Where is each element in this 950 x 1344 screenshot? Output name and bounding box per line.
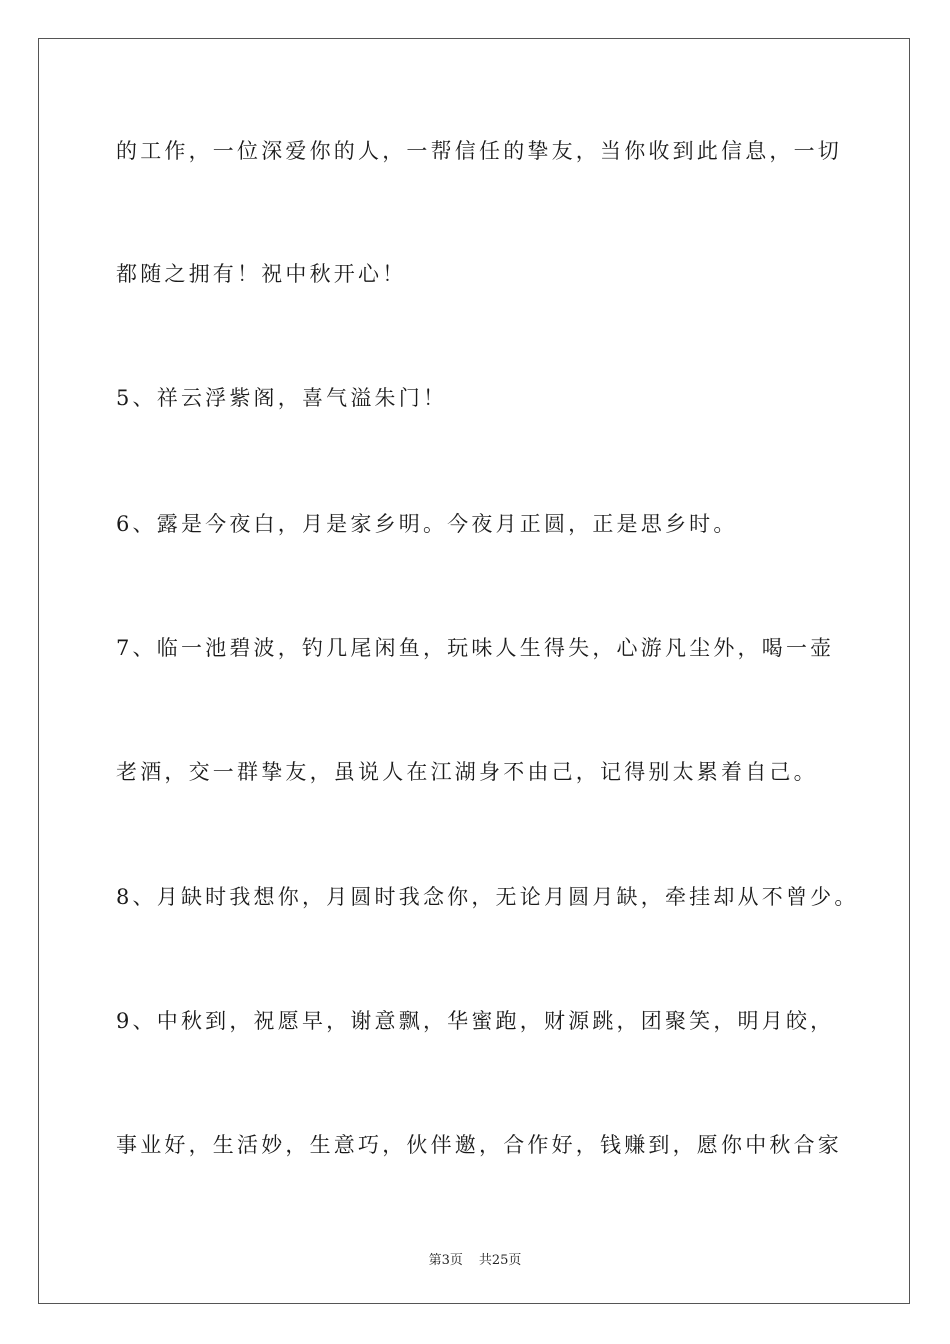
- page-border: [38, 38, 910, 1304]
- text-line-5: 7、临一池碧波，钓几尾闲鱼，玩味人生得失，心游凡尘外，喝一壶: [116, 636, 835, 660]
- text-line-3: 5、祥云浮紫阁，喜气溢朱门！: [116, 386, 448, 410]
- text-line-9: 事业好，生活妙，生意巧，伙伴邀，合作好，钱赚到，愿你中秋合家: [116, 1133, 842, 1157]
- page-number: 第3页: [428, 1253, 463, 1268]
- text-line-2: 都随之拥有！祝中秋开心！: [116, 262, 407, 286]
- text-line-7: 8、月缺时我想你，月圆时我念你，无论月圆月缺，牵挂却从不曾少。: [116, 885, 859, 909]
- text-line-4: 6、露是今夜白，月是家乡明。今夜月正圆，正是思乡时。: [116, 512, 738, 536]
- text-line-1: 的工作，一位深爱你的人，一帮信任的挚友，当你收到此信息，一切: [116, 139, 842, 163]
- page-total: 共25页: [478, 1253, 522, 1268]
- text-line-6: 老酒，交一群挚友，虽说人在江湖身不由己，记得别太累着自己。: [116, 760, 818, 784]
- page-footer: [0, 1249, 950, 1268]
- text-line-8: 9、中秋到，祝愿早，谢意飘，华蜜跑，财源跳，团聚笑，明月皎，: [116, 1009, 835, 1033]
